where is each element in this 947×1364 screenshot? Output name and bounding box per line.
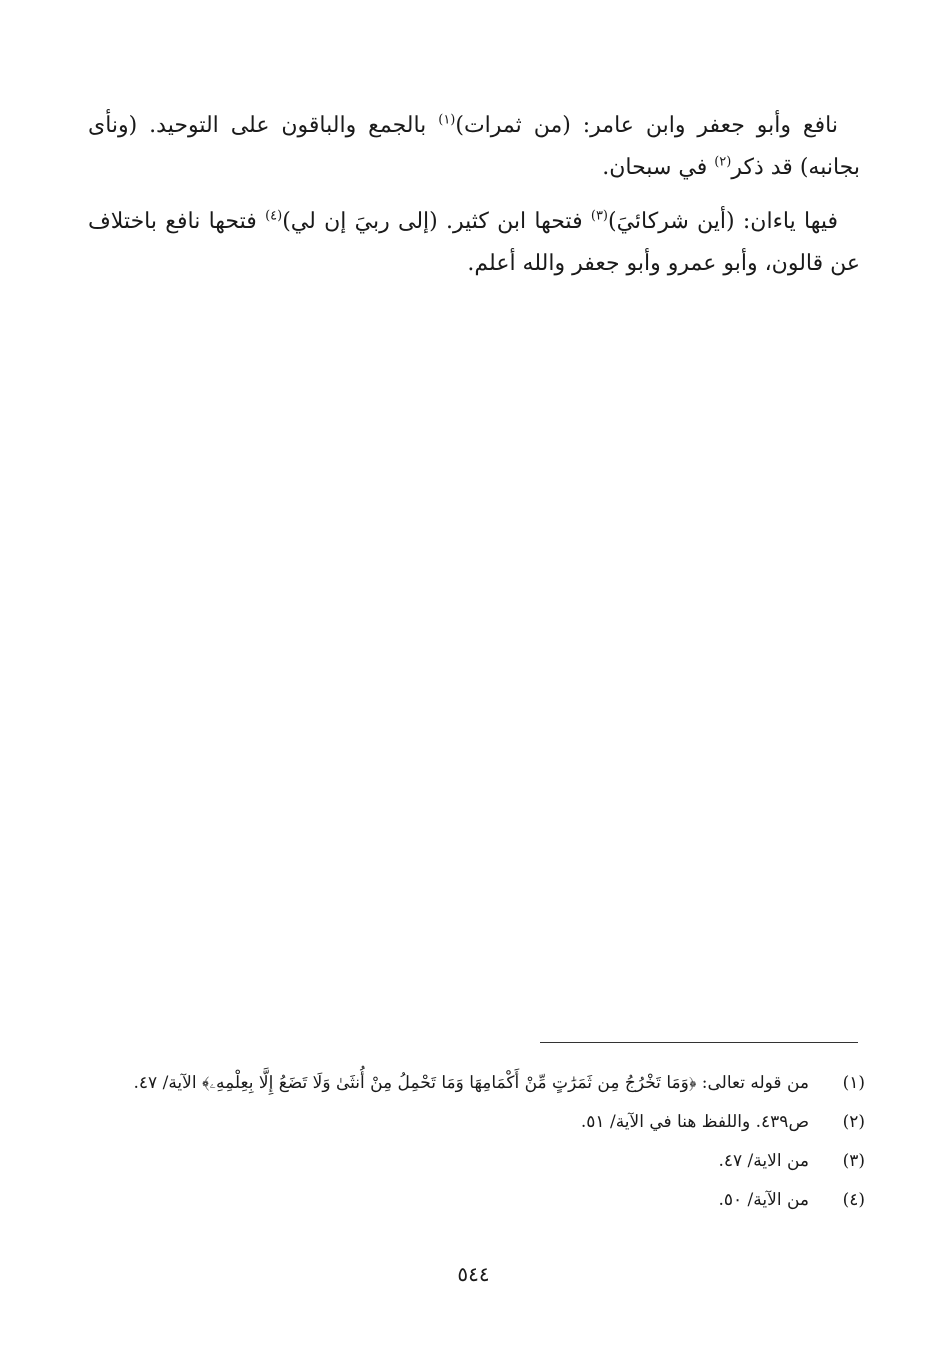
footnote-text: من الآية/ ٥٠. [718, 1190, 809, 1210]
footnote-ref-3[interactable]: (٣) [590, 208, 608, 224]
page-number: ٥٤٤ [457, 1262, 490, 1286]
text-segment: نافع وأبو جعفر وابن عامر: (من ثمرات) [455, 113, 838, 138]
paragraph-2 [88, 201, 860, 285]
footnote-text: ص٤٣٩. واللفظ هنا في الآية/ ٥١. [580, 1112, 809, 1132]
footnote-item [100, 1181, 865, 1220]
footnote-ref-1[interactable]: (١) [438, 112, 456, 128]
text-segment: فتحها ابن كثير. (إلى ربيَ إن لي) [282, 209, 591, 234]
footnote-item [100, 1064, 865, 1103]
footnote-number: (١) [842, 1073, 865, 1093]
footnote-text: من قوله تعالى: ﴿وَمَا تَخْرُجُ مِن ثَمَرَٰتٍ مِّنْ أَكْمَامِهَا وَمَا تَحْمِلُ مِنْ أُنثَىٰ وَلَا تَضَعُ إِلَّا بِعِلْمِهِۦ﴾ الآية/ ٤٧. [133, 1073, 809, 1093]
footnote-ref-2[interactable]: (٢) [714, 154, 732, 170]
text-segment: فتحها نافع باختلاف عن قالون، وأبو عمرو وأبو جعفر والله أعلم. [88, 209, 860, 276]
footnote-item [100, 1142, 865, 1181]
footnote-divider [540, 1042, 858, 1043]
footnote-number: (٣) [842, 1151, 865, 1171]
footnote-ref-4[interactable]: (٤) [265, 208, 283, 224]
text-segment: في سبحان. [602, 155, 715, 180]
footnote-number: (٤) [842, 1190, 865, 1210]
footnote-text: من الاية/ ٤٧. [718, 1151, 809, 1171]
paragraph-1 [88, 105, 860, 189]
footnote-number: (٢) [842, 1112, 865, 1132]
main-text [88, 105, 860, 297]
footnotes-section [100, 1064, 865, 1220]
text-segment: فيها ياءان: (أين شركائيَ) [608, 209, 839, 234]
footnote-item [100, 1103, 865, 1142]
text-segment: بالجمع والباقون على التوحيد. (ونأى بجانبه) قد ذكر [88, 113, 860, 180]
